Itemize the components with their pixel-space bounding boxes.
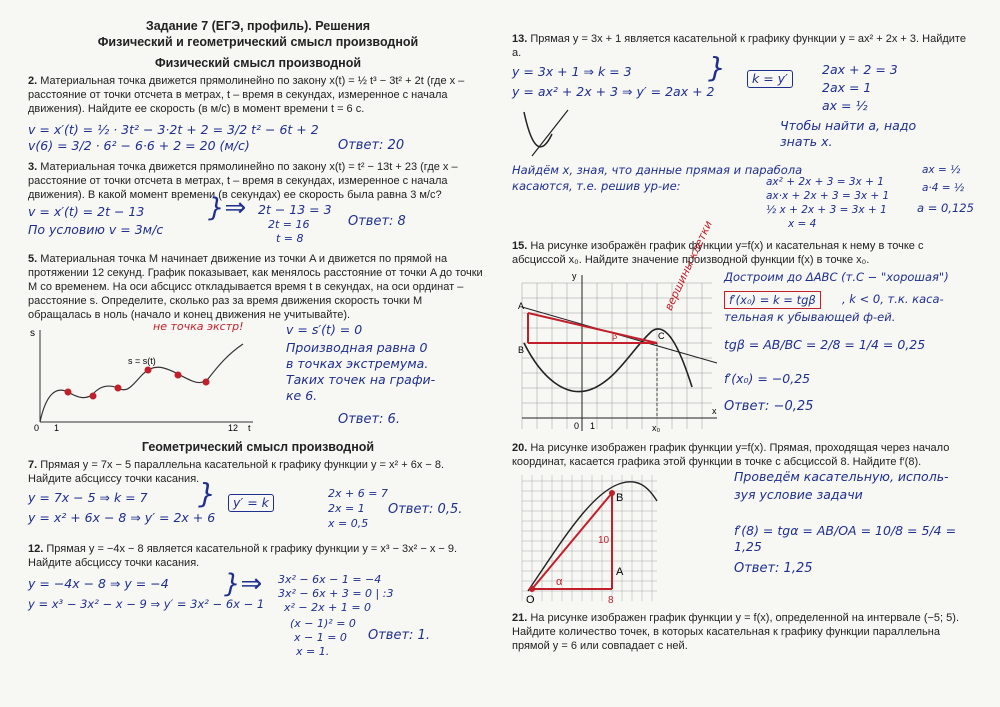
task-15-solution-line-3: тельная к убывающей ф-ей.	[724, 310, 896, 324]
task-2-text: Материальная точка движется прямолинейно по закону x(t) = ½ t³ − 3t² + 2t (где x – расстояние от точки отсчета в метрах, t – время в секундах, измеренное с начала движения). Найдите ее скорость (в м/с) в момент времени t = 6 с.	[28, 75, 465, 115]
task-13-solution-line-11: ax·x + 2x + 3 = 3x + 1	[766, 190, 890, 202]
extremum-point	[65, 389, 72, 396]
task-12-brace: }⇒	[224, 569, 263, 599]
task-20-text: На рисунке изображен график функции y=f(x). Прямая, проходящая через начало координат, касается графика этой функции в точке с абсциссой 8. Найдите f′(8).	[512, 442, 950, 468]
task-5-statement	[28, 252, 488, 322]
task-13-text: Прямая y = 3x + 1 является касательной к графику функции y = ax² + 2x + 3. Найдите a.	[512, 33, 966, 59]
task-13-number: 13.	[512, 33, 528, 45]
task-13-solution-line-16: a = 0,125	[917, 201, 974, 215]
task-3-solution-line-4: 2t = 16	[268, 218, 310, 231]
task-7-brace: }	[198, 477, 216, 510]
task-7-answer: Ответ: 0,5.	[388, 502, 463, 517]
extremum-point	[175, 372, 182, 379]
task-13-solution-line-12: ½ x + 2x + 3 = 3x + 1	[766, 204, 887, 216]
page-title: Задание 7 (ЕГЭ, профиль). Решения	[145, 19, 371, 33]
task-12-solution-line-4: 3x² − 6x + 3 = 0 | :3	[278, 587, 394, 600]
task-3-solution-line-2: По условию v = 3м/с	[28, 222, 164, 237]
task-3-solution-line-3: 2t − 13 = 3	[258, 202, 332, 217]
task-12-solution	[28, 570, 488, 660]
task-15-red-note: вершины клетки	[662, 218, 715, 313]
grid	[522, 283, 712, 429]
graph-x0-label: x₀	[652, 423, 661, 433]
task-20-graph	[512, 471, 662, 607]
task-13-solution-line-1: y = 3x + 1 ⇒ k = 3	[512, 64, 632, 79]
angle-beta-label: β	[612, 331, 618, 341]
right-column	[512, 18, 977, 653]
task-3-text: Материальная точка движется прямолинейно по закону x(t) = t² − 13t + 23 (где x – расстояние от точки отсчета в метрах, t – время в секундах, измеренное с начала движения). В какой момент времени (в секундах) ее скорость была равна 3 м/с?	[28, 161, 458, 201]
task-7-solution-line-2: y = x² + 6x − 8 ⇒ y′ = 2x + 6	[28, 510, 216, 525]
task-3-statement	[28, 160, 488, 202]
task-3-number: 3.	[28, 161, 38, 173]
task-20-answer: Ответ: 1,25	[734, 561, 813, 576]
parabola-sketch	[524, 112, 552, 147]
graph-curve-label: s = s(t)	[128, 356, 156, 366]
extremum-point	[115, 385, 122, 392]
task-2-solution-row	[28, 138, 488, 156]
task-5-graph-and-solution	[28, 322, 488, 434]
graph-origin-label: 0	[34, 423, 40, 432]
task-20-statement	[512, 441, 977, 469]
task-12-solution-line-5: x² − 2x + 1 = 0	[284, 601, 372, 614]
point-a-label: A	[616, 566, 624, 578]
task-13-statement	[512, 32, 977, 60]
task-21-number: 21.	[512, 612, 528, 624]
leg-ab-length: 10	[598, 535, 610, 546]
task-13-brace: }	[708, 51, 726, 84]
point-b-label: B	[616, 492, 624, 504]
graph-y-label: y	[572, 271, 577, 281]
task-7-text: Прямая y = 7x − 5 параллельна касательной к графику функции y = x² + 6x − 8. Найдите абсциссу точки касания.	[28, 459, 445, 485]
task-12-solution-line-7: x − 1 = 0	[294, 631, 347, 644]
left-column	[28, 18, 488, 660]
section-geometric-meaning: Геометрический смысл производной	[141, 440, 375, 454]
task-5-solution-line-4: Таких точек на графи-	[286, 372, 436, 387]
task-20-number: 20.	[512, 442, 528, 454]
task-3-answer: Ответ: 8	[348, 214, 406, 229]
extremum-point	[203, 379, 210, 386]
task-15-graph	[512, 269, 722, 435]
point-b-label: B	[518, 345, 525, 355]
task-15-box: f′(x₀) = k = tgβ	[724, 291, 821, 309]
task-5-solution-line-2: Производная равна 0	[286, 340, 428, 355]
task-2-answer: Ответ: 20	[338, 138, 405, 153]
task-12-solution-line-3: 3x² − 6x − 1 = −4	[278, 573, 382, 586]
task-12-solution-line-6: (x − 1)² = 0	[290, 617, 356, 630]
task-2-statement	[28, 74, 488, 116]
task-13-solution-line-9: касаются, т.е. решив ур-ие:	[512, 179, 681, 193]
task-7-solution-line-4: 2x = 1	[328, 502, 365, 515]
task-2-solution-line-2: v(6) = 3/2 · 6² − 6·6 + 2 = 20 (м/с)	[28, 138, 250, 153]
task-12-solution-line-8: x = 1.	[296, 645, 330, 658]
point-o	[529, 586, 535, 592]
task-7-statement	[28, 458, 488, 486]
task-7-solution-line-1: y = 7x − 5 ⇒ k = 7	[28, 490, 148, 505]
function-curve	[524, 329, 692, 392]
task-13-solution-line-8: Найдём x, зная, что данные прямая и парабола	[512, 163, 803, 177]
task-2-number: 2.	[28, 75, 38, 87]
task-15-answer: Ответ: −0,25	[724, 399, 814, 414]
section-physical-meaning: Физический смысл производной	[154, 56, 362, 70]
task-5-graph	[28, 324, 258, 432]
task-20-solution-line-2: зуя условие задачи	[734, 487, 863, 502]
task-13-solution-line-4: 2ax = 1	[822, 80, 872, 95]
task-7-solution-line-5: x = 0,5	[328, 517, 369, 530]
task-13-solution-line-15: a·4 = ½	[922, 182, 965, 194]
task-12-answer: Ответ: 1.	[368, 628, 430, 643]
task-13-solution-line-5: ax = ½	[822, 98, 868, 113]
task-3-solution	[28, 193, 488, 248]
leg-oa-length: 8	[608, 595, 614, 606]
task-5-solution-line-3: в точках экстремума.	[286, 356, 429, 371]
tangent-sketch	[532, 110, 568, 156]
task-3-brace: }⇒	[208, 193, 247, 223]
graph-tick-1: 1	[590, 421, 596, 431]
task-13-sketch	[518, 108, 578, 158]
task-12-number: 12.	[28, 543, 44, 555]
task-12-solution-line-1: y = −4x − 8 ⇒ y = −4	[28, 576, 169, 591]
point-c-label: C	[658, 331, 665, 341]
task-13-solution-line-10: ax² + 2x + 3 = 3x + 1	[766, 176, 884, 188]
task-3-solution-line-1: v = x′(t) = 2t − 13	[28, 204, 145, 219]
point-b	[609, 490, 615, 496]
angle-alpha-label: α	[556, 576, 563, 588]
task-5-text: Материальная точка M начинает движение из точки A и движется по прямой на протяжении 12 секунд. График показывает, как менялось расстояние от точки A до точки M со временем. На оси абсцисс откладывается время t в секундах, на оси ординат – расстояние s. Определите, сколько раз за время движения скорость точки M обращалась в ноль (начало и конец движения не учитывайте).	[28, 253, 483, 321]
point-a-label: A	[518, 301, 525, 311]
task-15-solution-line-1: Достроим до ΔABC (т.С − "хорошая")	[724, 270, 949, 284]
task-13-solution-line-2: y = ax² + 2x + 3 ⇒ y′ = 2ax + 2	[512, 84, 715, 99]
page-subtitle: Физический и геометрический смысл производной	[97, 35, 419, 49]
task-15-number: 15.	[512, 240, 528, 252]
task-5-red-note: не точка экстр!	[153, 320, 244, 333]
task-15-solution-line-4: tgβ = AB/BC = 2/8 = 1/4 = 0,25	[724, 337, 926, 352]
task-5-solution-line-5: ке 6.	[286, 388, 318, 403]
graph-s-label: s	[30, 328, 35, 339]
graph-origin-label: 0	[574, 421, 580, 431]
task-13-solution-line-6: Чтобы найти a, надо	[780, 118, 917, 133]
task-7-number: 7.	[28, 459, 38, 471]
task-13-solution-line-7: знать x.	[780, 134, 833, 149]
task-13-solution	[512, 51, 977, 235]
task-7-solution	[28, 477, 488, 538]
grid	[522, 475, 657, 601]
task-5-answer: Ответ: 6.	[338, 412, 400, 427]
task-13-solution-line-14: ax = ½	[922, 164, 961, 176]
task-13-solution-line-3: 2ax + 2 = 3	[822, 62, 898, 77]
task-7-box: y′ = k	[228, 494, 274, 512]
function-curve	[528, 482, 657, 591]
graph-tick-12: 12	[228, 423, 239, 432]
task-20-solution-line-3: f′(8) = tgα = AB/OA = 10/8 = 5/4 = 1,25	[734, 523, 957, 554]
task-2-solution-line-1: v = x′(t) = ½ · 3t² − 3·2t + 2 = 3/2 t² − 6t + 2	[28, 122, 319, 137]
task-20-solution-line-1: Проведём касательную, исполь-	[734, 469, 949, 484]
task-15-solution-line-5: f′(x₀) = −0,25	[724, 371, 811, 386]
task-3-solution-line-5: t = 8	[276, 232, 304, 245]
task-21-statement	[512, 611, 977, 653]
task-12-statement	[28, 542, 488, 570]
task-15-text: На рисунке изображён график функции y=f(x) и касательная к нему в точке с абсциссой x₀. Найдите значение производной функции f(x) в точке x₀.	[512, 240, 924, 266]
point-o-label: O	[526, 594, 535, 606]
graph-tick-1: 1	[54, 423, 60, 432]
task-15-solution-line-2: , k < 0, т.к. каса-	[842, 292, 944, 306]
task-15-statement	[512, 239, 977, 267]
graph-x-label: x	[712, 406, 717, 416]
extremum-point	[145, 367, 152, 374]
task-12-solution-line-2: y = x³ − 3x² − x − 9 ⇒ y′ = 3x² − 6x − 1	[28, 597, 265, 611]
task-13-box: k = y′	[747, 70, 793, 88]
extremum-point	[90, 393, 97, 400]
task-12-text: Прямая y = −4x − 8 является касательной к графику функции y = x³ − 3x² − x − 9. Найдите абсциссу точки касания.	[28, 543, 458, 569]
task-13-solution-line-13: x = 4	[788, 218, 817, 230]
task-21-text: На рисунке изображен график функции y = f(x), определенной на интервале (−5; 5). Найдите количество точек, в которых касательная к графику функции параллельна прямой y = 6 или совпадает с ней.	[512, 612, 959, 652]
task-5-number: 5.	[28, 253, 38, 265]
graph-t-label: t	[248, 423, 251, 432]
task-7-solution-line-3: 2x + 6 = 7	[328, 487, 388, 500]
task-20-graph-and-solution	[512, 469, 977, 607]
task-5-solution-line-1: v = s′(t) = 0	[286, 322, 363, 337]
